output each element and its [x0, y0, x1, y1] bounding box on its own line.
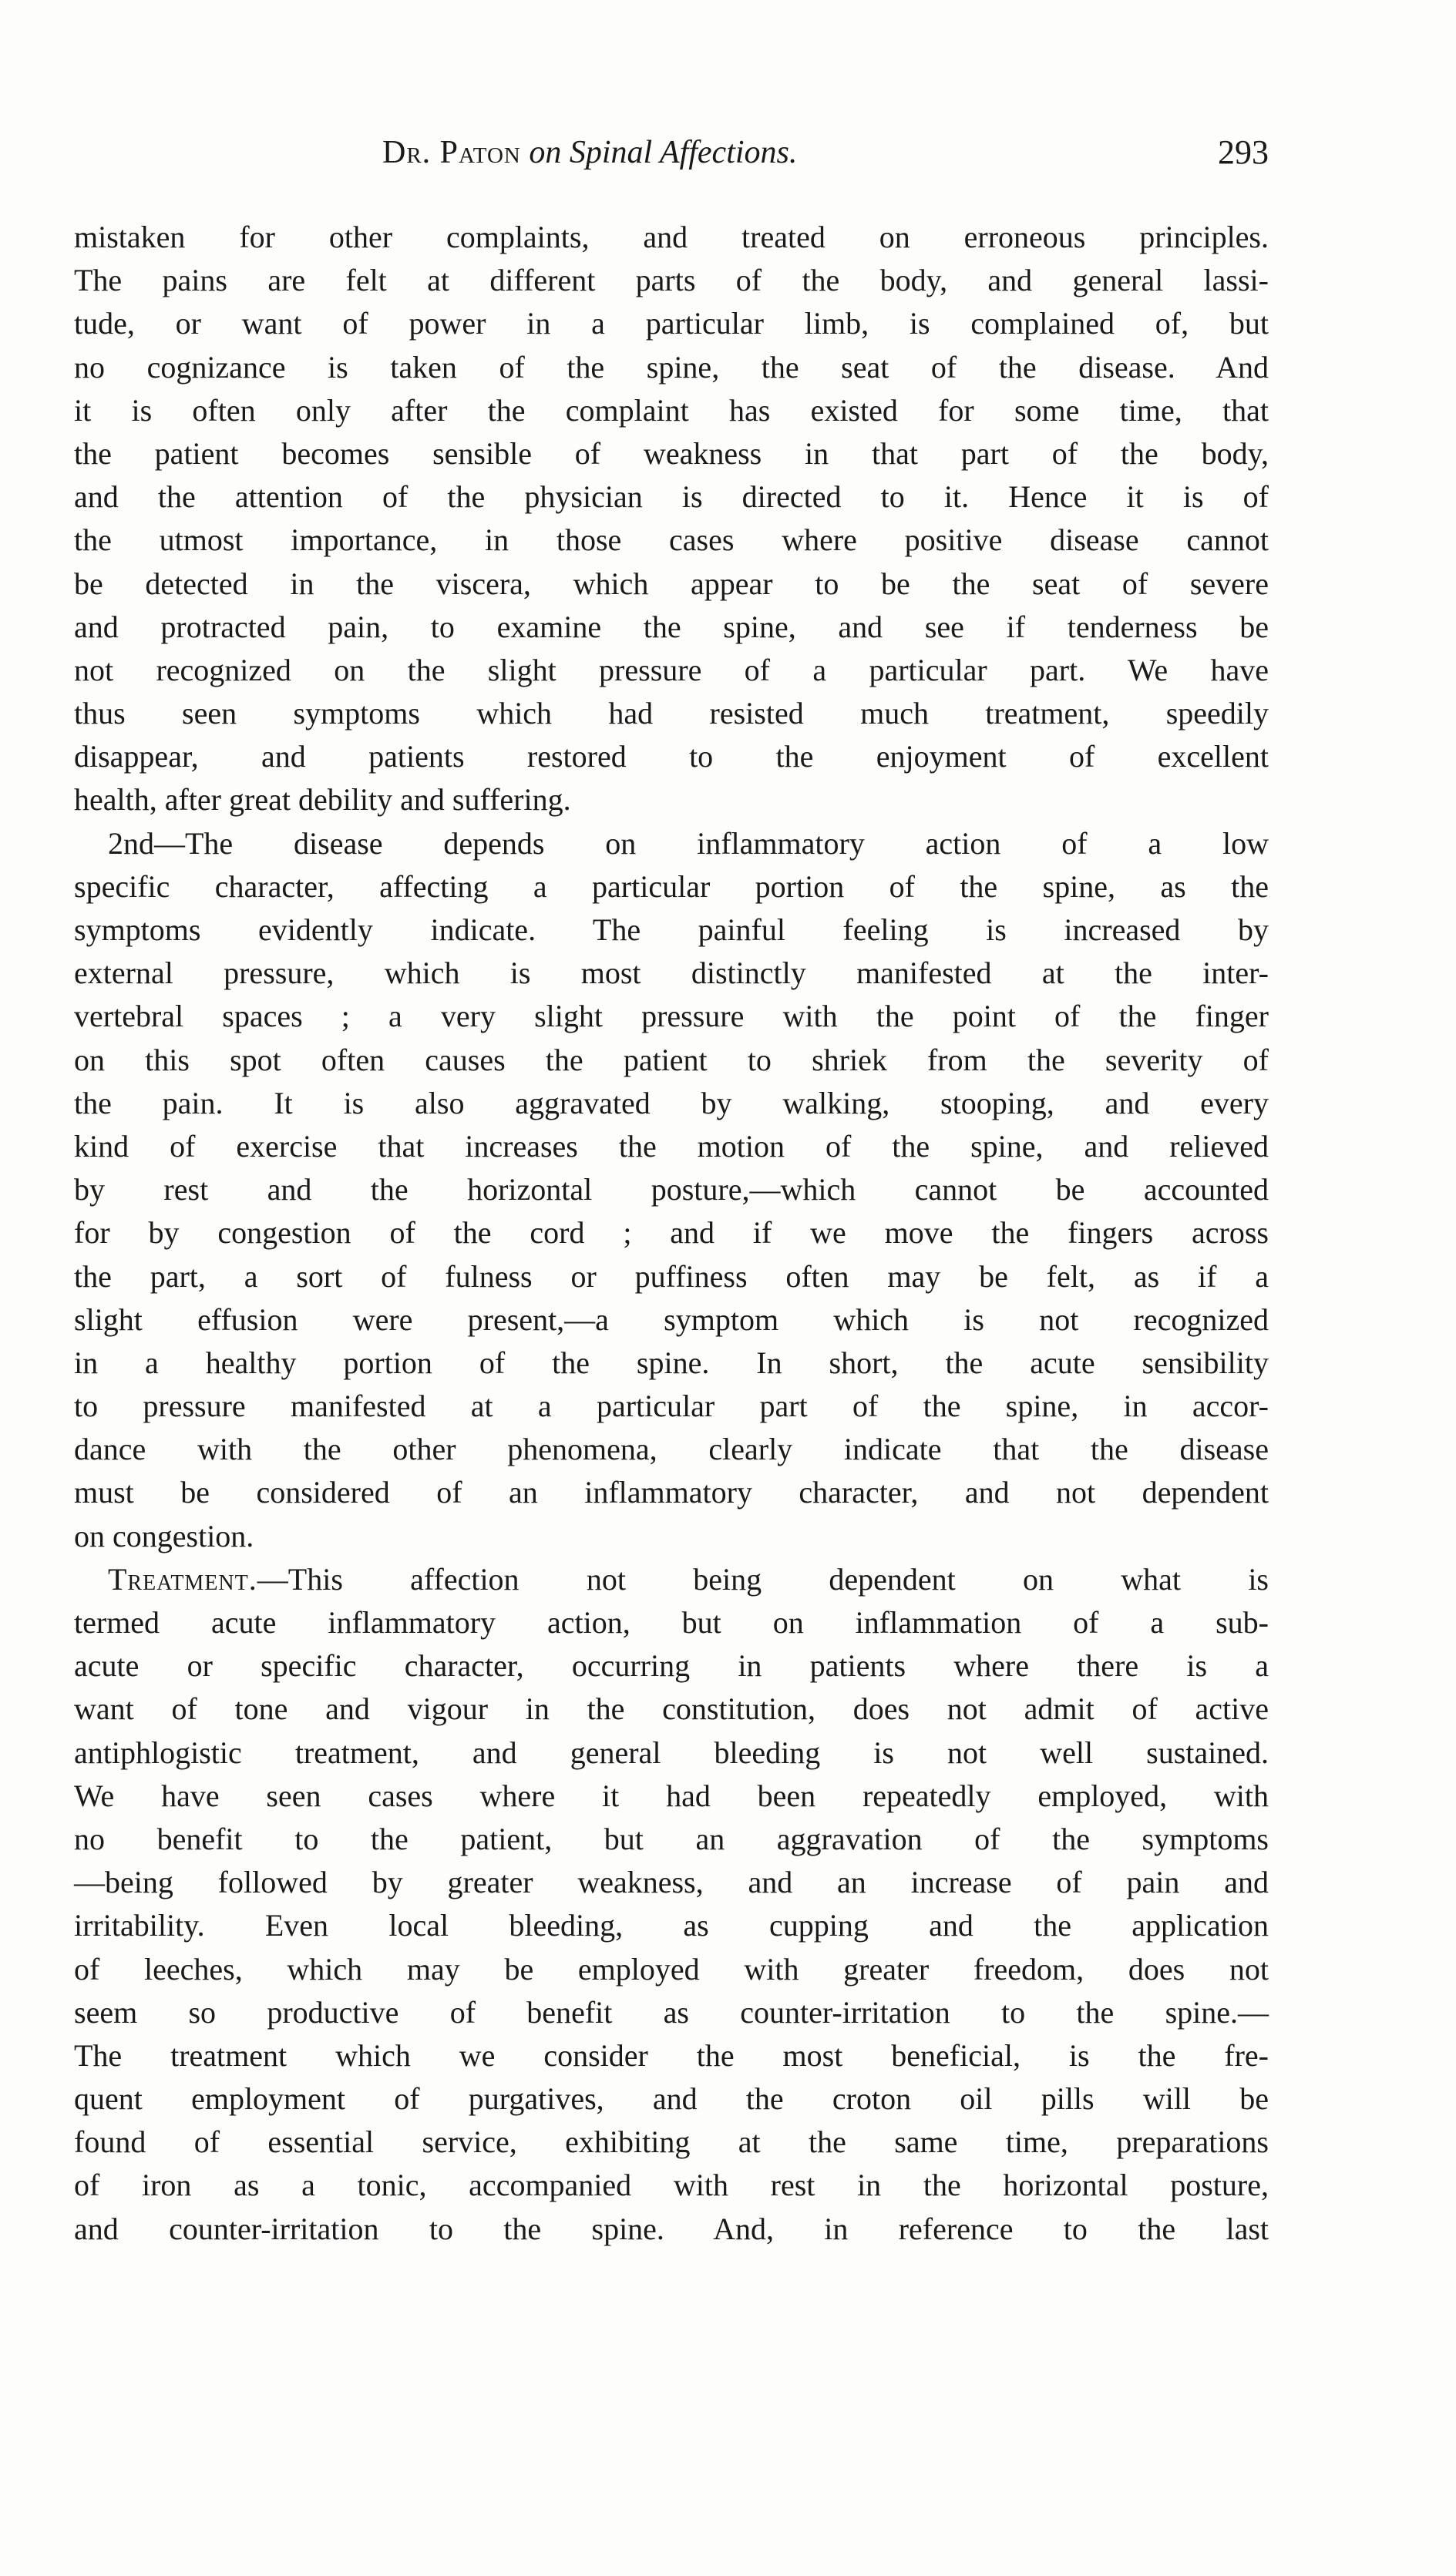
text-line: tude, or want of power in a particular limb, is complained of, but	[74, 306, 1269, 341]
text-line: must be considered of an inflammatory character, and not dependent	[74, 1475, 1269, 1510]
text-line: the pain. It is also aggravated by walking, stooping, and every	[74, 1085, 1269, 1120]
text-line: by rest and the horizontal posture,—which cannot be accounted	[74, 1172, 1269, 1207]
text-line: dance with the other phenomena, clearly indicate that the disease	[74, 1432, 1269, 1467]
text-line: it is often only after the complaint has existed for some time, that	[74, 392, 1269, 428]
text-line: in a healthy portion of the spine. In short, the acute sensibility	[74, 1345, 1269, 1380]
text-line: of leeches, which may be employed with greater freedom, does not	[74, 1951, 1269, 1987]
body-text	[74, 216, 1269, 2251]
text-line: disappear, and patients restored to the enjoyment of excellent	[74, 739, 1269, 774]
text-line: specific character, affecting a particular portion of the spine, as the	[74, 868, 1269, 904]
page-number: 293	[1218, 133, 1269, 171]
text-line: on congestion.	[74, 1518, 254, 1553]
text-line: not recognized on the slight pressure of a particular part. We have	[74, 652, 1269, 687]
text-line-treatment: Treatment.—This affection not being dependent on what is	[108, 1561, 1269, 1597]
text-line: thus seen symptoms which had resisted much treatment, speedily	[74, 696, 1269, 731]
text-line: health, after great debility and suffering.	[74, 782, 571, 818]
text-line: symptoms evidently indicate. The painful feeling is increased by	[74, 912, 1269, 947]
text-line: the part, a sort of fulness or puffiness often may be felt, as if a	[74, 1258, 1269, 1294]
text-line: no benefit to the patient, but an aggravation of the symptoms	[74, 1821, 1269, 1856]
running-title	[382, 129, 797, 176]
running-title-subject: Spinal Affections.	[569, 135, 798, 170]
text-line: external pressure, which is most distinctly manifested at the inter-	[74, 956, 1269, 991]
text-line: want of tone and vigour in the constitution, does not admit of active	[74, 1691, 1269, 1727]
text-line: mistaken for other complaints, and treated on erroneous principles.	[74, 220, 1269, 254]
text-line: to pressure manifested at a particular part of the spine, in accor-	[74, 1389, 1269, 1424]
text-line: 2nd—The disease depends on inflammatory action of a low	[108, 825, 1269, 861]
text-line: for by congestion of the cord ; and if we move the fingers across	[74, 1215, 1269, 1251]
text-line: acute or specific character, occurring in patients where there is a	[74, 1648, 1269, 1684]
text-line: and counter-irritation to the spine. And, in reference to the last	[74, 2211, 1269, 2246]
text-line: vertebral spaces ; a very slight pressure with the point of the finger	[74, 999, 1269, 1034]
text-line: irritability. Even local bleeding, as cupping and the application	[74, 1908, 1269, 1943]
text-line: antiphlogistic treatment, and general bleeding is not well sustained.	[74, 1735, 1269, 1770]
running-head	[74, 129, 1269, 176]
text-line: the patient becomes sensible of weakness in that part of the body,	[74, 435, 1269, 471]
running-title-author: Dr. Paton	[382, 135, 521, 170]
section-heading-treatment: Treatment.	[108, 1561, 257, 1597]
text-line: no cognizance is taken of the spine, the seat of the disease. And	[74, 349, 1269, 385]
text-line: seem so productive of benefit as counter-irritation to the spine.—	[74, 1994, 1269, 2030]
text-line: The treatment which we consider the most beneficial, is the fre-	[74, 2037, 1269, 2073]
text-line: The pains are felt at different parts of the body, and general lassi-	[74, 263, 1269, 298]
text-line: We have seen cases where it had been repeatedly employed, with	[74, 1778, 1269, 1813]
text-line: quent employment of purgatives, and the croton oil pills will be	[74, 2081, 1269, 2117]
text-line: and protracted pain, to examine the spine, and see if tenderness be	[74, 609, 1269, 644]
running-title-on: on	[529, 135, 562, 170]
text-line: of iron as a tonic, accompanied with rest in the horizontal posture,	[74, 2168, 1269, 2203]
text-line: found of essential service, exhibiting at the same time, preparations	[74, 2124, 1269, 2160]
text-line: slight effusion were present,—a symptom which is not recognized	[74, 1301, 1269, 1337]
text-line: the utmost importance, in those cases where positive disease cannot	[74, 522, 1269, 558]
text-line: be detected in the viscera, which appear to be the seat of severe	[74, 566, 1269, 601]
text-line: —being followed by greater weakness, and an increase of pain and	[74, 1865, 1269, 1900]
text-line: and the attention of the physician is directed to it. Hence it is of	[74, 479, 1269, 515]
text-line: on this spot often causes the patient to shriek from the severity of	[74, 1042, 1269, 1077]
text-line: termed acute inflammatory action, but on inflammation of a sub-	[74, 1605, 1269, 1640]
text-line: kind of exercise that increases the motion of the spine, and relieved	[74, 1128, 1269, 1164]
